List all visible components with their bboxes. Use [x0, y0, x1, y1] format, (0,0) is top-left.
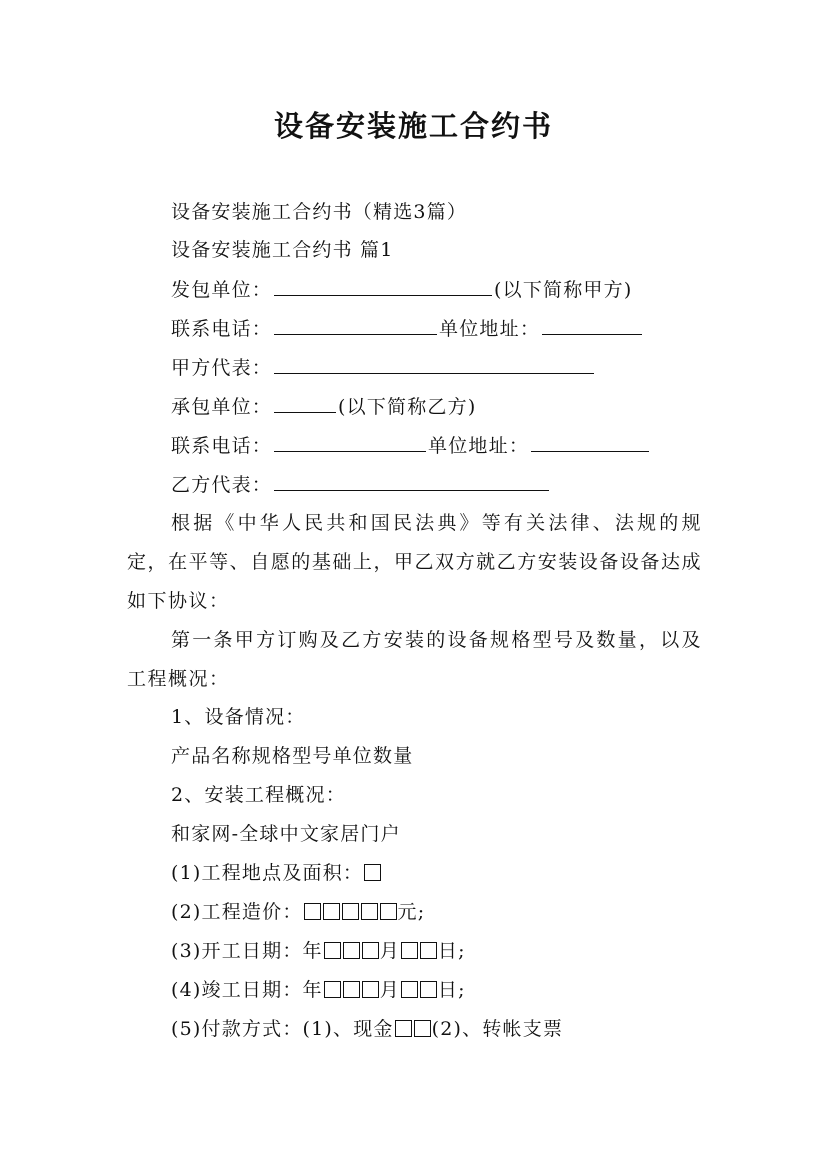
placeholder-box [401, 981, 418, 998]
blank-field [531, 433, 649, 452]
contractor-rep-line [171, 472, 551, 497]
label: 乙方代表： [171, 474, 273, 496]
label: (2)、转帐支票 [431, 1018, 564, 1040]
label: (1)工程地点及面积： [171, 862, 364, 884]
label: 联系电话： [171, 318, 273, 340]
placeholder-box [395, 1020, 412, 1037]
placeholder-box [304, 903, 321, 920]
label: 单位地址： [428, 435, 530, 457]
label: 日; [437, 979, 466, 1001]
employer-unit-line [171, 277, 632, 302]
list-item: 产品名称规格型号单位数量 [171, 745, 414, 767]
list-item [171, 939, 466, 963]
label: 日; [437, 940, 466, 962]
placeholder-box [401, 942, 418, 959]
paragraph: 根据《中华人民共和国民法典》等有关法律、法规的规定，在平等、自愿的基础上，甲乙双方就乙方安装设备设备达成如下协议： [127, 512, 702, 612]
label: 单位地址： [439, 318, 541, 340]
label: (2)工程造价： [171, 901, 303, 923]
list-item: 和家网-全球中文家居门户 [171, 823, 401, 845]
document-title: 设备安装施工合约书 [273, 109, 553, 143]
intro-line: 设备安装施工合约书（精选3篇） [171, 201, 468, 223]
list-item: 2、安装工程概况： [171, 784, 346, 806]
label: 发包单位： [171, 279, 273, 301]
employer-contact-line [171, 316, 644, 341]
list-item [171, 978, 466, 1002]
label: 元; [397, 901, 426, 923]
label: (3)开工日期：年 [171, 940, 323, 962]
label: (5)付款方式：(1)、现金 [171, 1018, 394, 1040]
contractor-contact-line [171, 433, 651, 458]
label-tail: (以下简称甲方) [494, 279, 633, 301]
list-item [171, 1017, 563, 1041]
section-heading: 设备安装施工合约书 篇1 [171, 239, 394, 261]
paragraph: 第一条甲方订购及乙方安装的设备规格型号及数量，以及工程概况： [127, 629, 702, 690]
list-item [171, 861, 382, 885]
label: (4)竣工日期：年 [171, 979, 323, 1001]
placeholder-box [414, 1020, 431, 1037]
placeholder-box [323, 903, 340, 920]
blank-field [274, 355, 594, 374]
label: 月 [379, 979, 400, 1001]
blank-field [542, 316, 642, 335]
label: 承包单位： [171, 396, 273, 418]
blank-field [274, 472, 549, 491]
placeholder-box [324, 981, 341, 998]
placeholder-box [380, 903, 397, 920]
blank-field [274, 394, 336, 413]
blank-field [274, 277, 492, 296]
placeholder-box [362, 942, 379, 959]
blank-field [274, 316, 437, 335]
label: 月 [379, 940, 400, 962]
placeholder-box [361, 903, 378, 920]
placeholder-box [364, 864, 381, 881]
placeholder-box [343, 942, 360, 959]
label: 联系电话： [171, 435, 273, 457]
placeholder-box [342, 903, 359, 920]
placeholder-box [420, 942, 437, 959]
placeholder-box [343, 981, 360, 998]
placeholder-box [420, 981, 437, 998]
label: 甲方代表： [171, 357, 273, 379]
contractor-unit-line [171, 394, 476, 419]
employer-rep-line [171, 355, 596, 380]
placeholder-box [324, 942, 341, 959]
blank-field [274, 433, 426, 452]
list-item: 1、设备情况： [171, 706, 306, 728]
label-tail: (以下简称乙方) [338, 396, 477, 418]
placeholder-box [362, 981, 379, 998]
list-item [171, 900, 425, 924]
